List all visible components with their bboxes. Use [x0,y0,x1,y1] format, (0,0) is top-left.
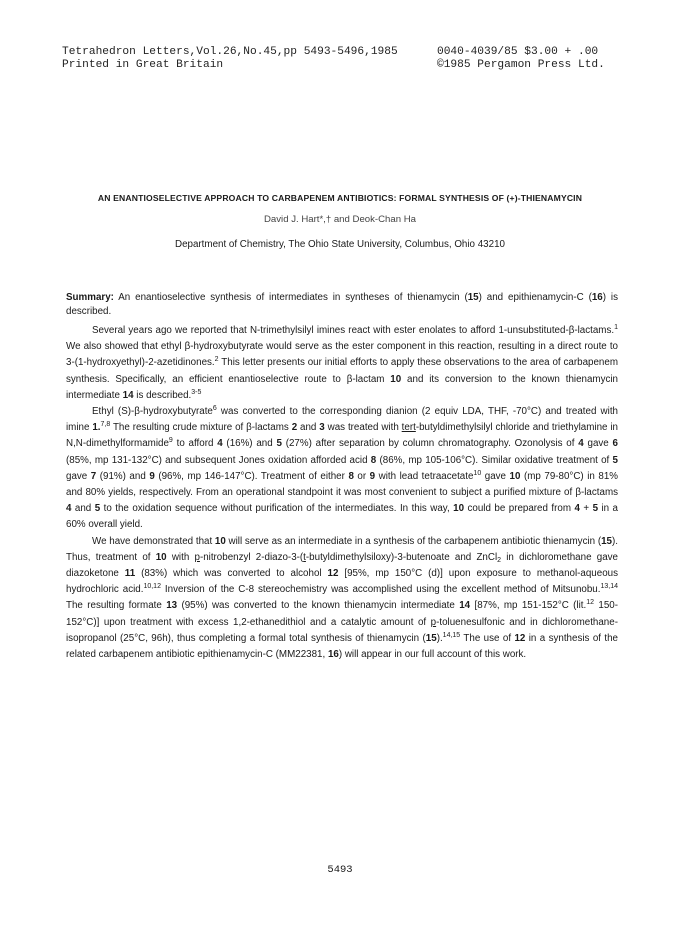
summary-label: Summary: [66,292,114,303]
summary: Summary: An enantioselective synthesis of intermediates in syntheses of thienamycin (15) and epithienamycin-C (16) is described. [66,292,618,317]
paragraph-2: Ethyl (S)-β-hydroxybutyrate$^6$ was converted to the corresponding dianion (2 equiv LDA, THF, -70°C) and treated with imine 1.$^{7,8}$ The resulting crude mixture of β-lactams 2 and 3 was treated with tert-butyldimethylsilyl chloride and triethylamine in N,N-dimethylformamide$^9$ to afford 4 (16%) and 5 (27%) after separation by column chromatography. Ozonolysis of 4 gave 6 (85%, mp 131-132°C) and subsequent Jones oxidation afforded acid 8 (86%, mp 105-106°C). Similar oxidative treatment of 5 gave 7 (91%) and 9 (96%, mp 146-147°C). Treatment of either 8 or 9 with lead tetraacetate$^{10}$ gave 10 (mp 79-80°C) in 81% and 80% yields, respectively. From an operational standpoint it was most convenient to subject a purified mixture of β-lactams 4 and 5 to the oxidation sequence without purification of the intermediates. In this way, 10 could be prepared from 4 + 5 in a 60% overall yield. [66,405,618,531]
paragraph-3: We have demonstrated that 10 will serve as an intermediate in a synthesis of the carbapenem antibiotic thienamycin (15). Thus, treatment of 10 with p-nitrobenzyl 2-diazo-3-(t-butyldimethylsiloxy)-3-butenoate and ZnCl$_2$ in dichloromethane gave diazoketone 11 (83%) which was converted to alcohol 12 [95%, mp 150°C (d)] upon exposure to methanol-aqueous hydrochloric acid.$^{10,12}$ Inversion of the C-8 stereochemistry was accomplished using the excellent method of Mitsunobu.$^{13,14}$ The resulting formate 13 (95%) was converted to the known thienamycin intermediate 14 [87%, mp 151-152°C (lit.$^{12}$ 150-152°C)] upon treatment with excess 1,2-ethanedithiol and a catalytic amount of p-toluenesulfonic and in dichloromethane-isopropanol (25°C, 96h), thus completing a formal total synthesis of thienamycin (15).$^{14,15}$ The use of 12 in a synthesis of the related carbapenem antibiotic epithienamycin-C (MM22381, 16) will appear in our full account of this work. [66,535,618,661]
printed-in-line: Printed in Great Britain [62,59,224,71]
page-number: 5493 [327,864,353,876]
copyright-line: ©1985 Pergamon Press Ltd. [437,59,605,71]
authors: David J. Hart*,† and Deok-Chan Ha [264,214,416,225]
journal-citation: Tetrahedron Letters,Vol.26,No.45,pp 5493-5496,1985 [62,46,398,58]
affiliation: Department of Chemistry, The Ohio State University, Columbus, Ohio 43210 [175,239,505,250]
article-title: AN ENANTIOSELECTIVE APPROACH TO CARBAPENEM ANTIBIOTICS: FORMAL SYNTHESIS OF (+)-THIENAMYCIN [97,193,583,203]
paragraph-1: Several years ago we reported that N-trimethylsilyl imines react with ester enolates to afford 1-unsubstituted-β-lactams.$^1$ We also showed that ethyl β-hydroxybutyrate would serve as the ester component in this reaction, resulting in a direct route to 3-(1-hydroxyethyl)-2-azetidinones.$^2$ This letter presents our initial efforts to apply these observations to the area of carbapenem synthesis. Specifically, an efficient enantioselective route to β-lactam 10 and its conversion to the known thienamycin intermediate 14 is described.$^{3-5}$ [66,324,618,401]
article-body [66,323,618,663]
price-code: 0040-4039/85 $3.00 + .00 [437,46,599,58]
